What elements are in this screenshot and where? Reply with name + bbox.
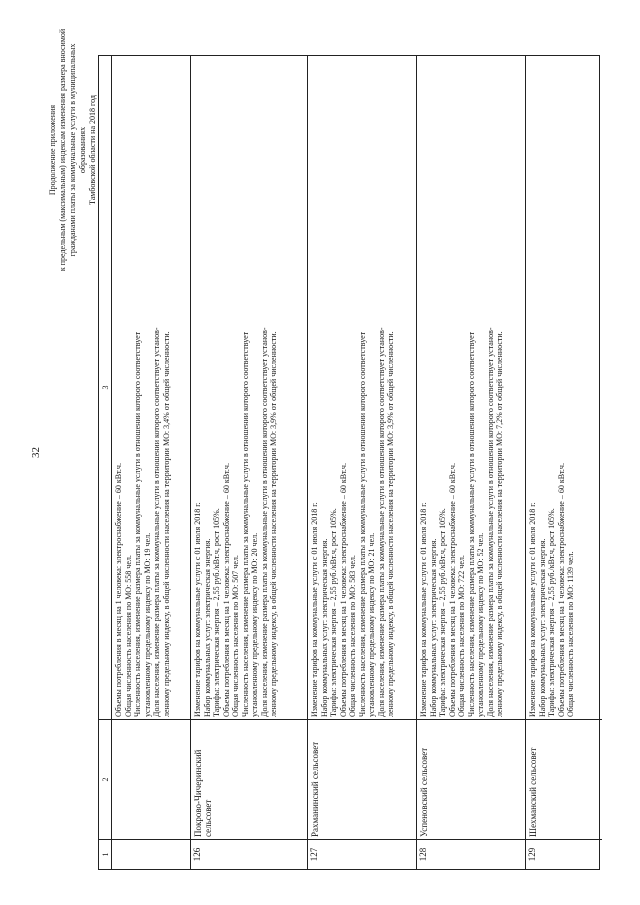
table-row	[417, 56, 526, 869]
detail-line: установленному предельному индексу по МО: 52 чел.	[476, 532, 485, 717]
row-number: 128	[417, 839, 525, 869]
detail-line: Тарифы: электрическая энергия – 2,55 руб./кВт.ч, рост 105%.	[547, 508, 556, 717]
municipality-name: Покрово-Чичеринский сельсовет	[191, 719, 307, 839]
detail-line: Набор коммунальных услуг: электрическая энергия.	[537, 538, 547, 717]
detail-line: Изменение тарифов на коммунальные услуги с 01 июля 2018 г.	[528, 502, 537, 717]
detail-line: Общая численность населения по МО: 558 чел.	[123, 555, 133, 717]
detail-line: установленному предельному индексу по МО: 20 чел.	[250, 532, 259, 717]
detail-line: ленному предельному индексу, в общей численности населения на территории МО: 3,9% от общей численности.	[269, 331, 278, 717]
header-line: к предельным (максимальным) индексам изменения размера вносимой	[58, 28, 67, 272]
detail-line: Объемы потребления в месяц на 1 человека: электроснабжение – 60 кВт.ч.	[338, 463, 348, 717]
detail-line: Общая численность населения по МО: 507 чел.	[231, 555, 240, 717]
header-line: гражданами платы за коммунальные услуги в муниципальных образованиях	[68, 43, 87, 257]
header-line: Тамбовской области на 2018 год	[88, 95, 97, 205]
detail-line: Доля населения, изменение размера платы за коммунальные услуги в отношении которого соответствует установ-	[152, 327, 161, 717]
detail-line: Общая численность населения по МО: 583 чел.	[348, 555, 357, 717]
row-number: 126	[191, 839, 307, 869]
document-header	[48, 25, 98, 275]
detail-line: Набор коммунальных услуг: электрическая энергия.	[319, 538, 329, 717]
row-number: 127	[308, 839, 416, 869]
detail-line: Тарифы: электрическая энергия – 2,55 руб./кВт.ч, рост 105%.	[329, 508, 338, 717]
table-row	[308, 56, 417, 869]
detail-line: Объемы потребления в месяц на 1 человека: электроснабжение – 60 кВт.ч.	[114, 463, 123, 717]
detail-line: Объемы потребления в месяц на 1 человека: электроснабжение – 60 кВт.ч.	[447, 463, 457, 717]
table-row	[191, 56, 308, 869]
detail-line: Объемы потребления в месяц на 1 человека: электроснабжение – 60 кВт.ч.	[221, 463, 231, 717]
detail-line: ленному предельному индексу, в общей численности населения на территории МО: 7,2% от общей численности.	[495, 331, 504, 717]
detail-line: Численность населения, изменение размера платы за коммунальные услуги в отношении которого соответствует	[133, 331, 142, 717]
table-row	[112, 56, 191, 869]
tariff-details	[308, 56, 416, 719]
detail-line: установленному предельному индексу по МО: 19 чел.	[142, 532, 152, 717]
detail-line: Общая численность населения по МО: 1139 чел.	[566, 551, 575, 717]
detail-line: Тарифы: электрическая энергия – 2,55 руб./кВт.ч, рост 105%.	[212, 508, 221, 717]
detail-line: Объемы потребления в месяц на 1 человека: электроснабжение – 60 кВт.ч.	[556, 463, 566, 717]
detail-line: Изменение тарифов на коммунальные услуги с 01 июля 2018 г.	[310, 502, 319, 717]
table-row	[526, 56, 602, 869]
municipality-name: Рахманинский сельсовет	[308, 719, 416, 839]
row-number	[112, 839, 190, 869]
tariff-table	[98, 55, 600, 870]
detail-line: установленному предельному индексу по МО: 21 чел.	[367, 532, 376, 717]
detail-line: Численность населения, изменение размера платы за коммунальные услуги в отношении которого соответствует	[466, 331, 476, 717]
detail-line: Набор коммунальных услуг: электрическая энергия.	[428, 538, 438, 717]
tariff-details	[526, 56, 602, 719]
municipality-name: Успеновский сельсовет	[417, 719, 525, 839]
detail-line: Тарифы: электрическая энергия – 2,55 руб./кВт.ч, рост 105%.	[438, 508, 447, 717]
municipality-name: Шехманский сельсовет	[526, 719, 602, 839]
row-number: 129	[526, 839, 602, 869]
detail-line: ленному предельному индексу, в общей численности населения на территории МО: 3,4% от общей численности.	[161, 331, 171, 717]
header-title: Продолжение приложения	[48, 104, 57, 196]
detail-line: Доля населения, изменение размера платы за коммунальные услуги в отношении которого соответствует установ-	[376, 327, 386, 717]
detail-line: Доля населения, изменение размера платы за коммунальные услуги в отношении которого соответствует установ-	[485, 327, 495, 717]
detail-line: Численность населения, изменение размера платы за коммунальные услуги в отношении которого соответствует	[240, 331, 250, 717]
detail-line: Численность населения, изменение размера платы за коммунальные услуги в отношении которого соответствует	[357, 331, 367, 717]
table-body	[112, 56, 602, 869]
column-header-1: 1	[99, 839, 111, 869]
page-number: 32	[30, 447, 42, 458]
tariff-details	[191, 56, 307, 719]
detail-line: Общая численность населения по МО: 722 чел.	[457, 555, 466, 717]
column-header-2: 2	[99, 719, 111, 839]
detail-line: ленному предельному индексу, в общей численности населения на территории МО: 3,9% от общей численности.	[386, 331, 395, 717]
tariff-details	[112, 56, 190, 719]
table-header-row	[99, 56, 112, 869]
detail-line: Набор коммунальных услуг: электрическая энергия.	[202, 538, 212, 717]
detail-line: Изменение тарифов на коммунальные услуги с 01 июля 2018 г.	[419, 502, 428, 717]
municipality-name	[112, 719, 190, 839]
tariff-details	[417, 56, 525, 719]
detail-line: Изменение тарифов на коммунальные услуги с 01 июля 2018 г.	[193, 502, 202, 717]
column-header-3: 3	[100, 385, 110, 390]
detail-line: Доля населения, изменение размера платы за коммунальные услуги в отношении которого соответствует установ-	[259, 327, 269, 717]
